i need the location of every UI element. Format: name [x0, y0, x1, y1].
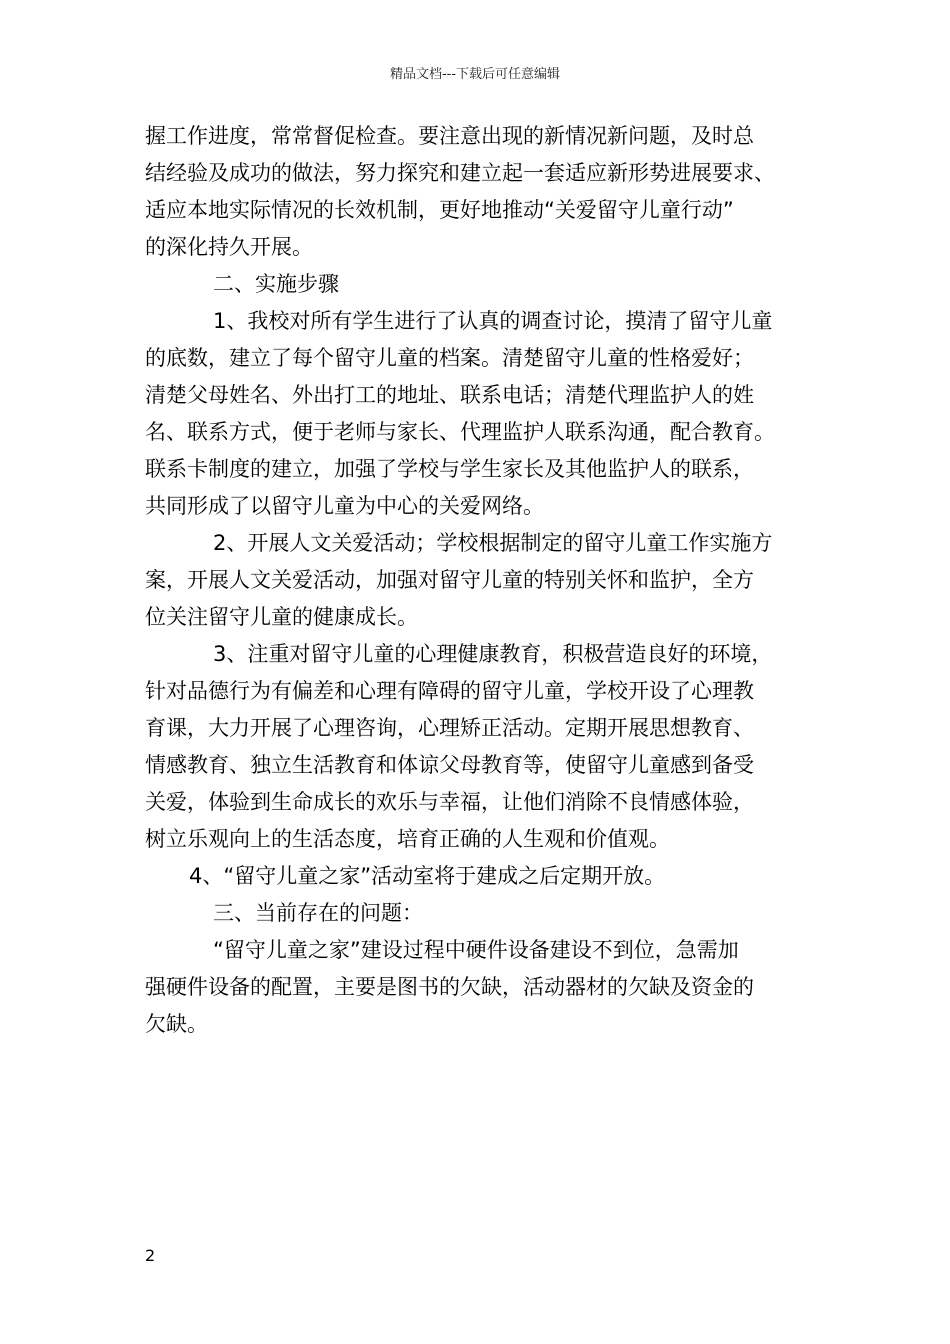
body-line: 4、“留守儿童之家”活动室将于建成之后定期开放。	[189, 864, 666, 888]
body-line: 名、联系方式，便于老师与家长、代理监护人联系沟通，配合教育。	[145, 420, 775, 444]
page-header: 精品文档---下载后可任意编辑	[389, 67, 561, 82]
body-line: 3、注重对留守儿童的心理健康教育，积极营造良好的环境，	[213, 642, 773, 666]
body-line: 的底数，建立了每个留守儿童的档案。清楚留守儿童的性格爱好；	[145, 346, 754, 370]
body-line: 针对品德行为有偏差和心理有障碍的留守儿童，学校开设了心理教	[145, 679, 754, 703]
body-line: 握工作进度，常常督促检查。要注意出现的新情况新问题，及时总	[145, 124, 754, 148]
section-heading: 二、实施步骤	[213, 272, 339, 296]
section-heading: 三、当前存在的问题：	[213, 901, 423, 925]
body-line: 的深化持久开展。	[145, 235, 313, 259]
body-line: 共同形成了以留守儿童为中心的关爱网络。	[145, 494, 544, 518]
body-line: 关爱，体验到生命成长的欢乐与幸福，让他们消除不良情感体验，	[145, 790, 754, 814]
body-line: 强硬件设备的配置，主要是图书的欠缺，活动器材的欠缺及资金的	[145, 975, 754, 999]
body-line: 2、开展人文关爱活动；学校根据制定的留守儿童工作实施方	[213, 531, 773, 555]
body-line: 欠缺。	[145, 1012, 208, 1036]
body-line: 适应本地实际情况的长效机制，更好地推动“关爱留守儿童行动”	[145, 198, 734, 222]
body-line: 案，开展人文关爱活动，加强对留守儿童的特别关怀和监护，全方	[145, 568, 754, 592]
body-line: 1、我校对所有学生进行了认真的调查讨论，摸清了留守儿童	[213, 309, 773, 333]
page-number: 2	[145, 1246, 156, 1265]
document-body	[145, 118, 825, 1043]
body-line: “留守儿童之家”建设过程中硬件设备建设不到位，急需加	[213, 938, 739, 962]
body-line: 联系卡制度的建立，加强了学校与学生家长及其他监护人的联系，	[145, 457, 754, 481]
body-line: 情感教育、独立生活教育和体谅父母教育等，使留守儿童感到备受	[145, 753, 754, 777]
body-line: 位关注留守儿童的健康成长。	[145, 605, 418, 629]
body-line: 清楚父母姓名、外出打工的地址、联系电话；清楚代理监护人的姓	[145, 383, 754, 407]
body-line: 树立乐观向上的生活态度，培育正确的人生观和价值观。	[145, 827, 670, 851]
body-line: 结经验及成功的做法，努力探究和建立起一套适应新形势进展要求、	[145, 161, 775, 185]
body-line: 育课，大力开展了心理咨询，心理矫正活动。定期开展思想教育、	[145, 716, 754, 740]
